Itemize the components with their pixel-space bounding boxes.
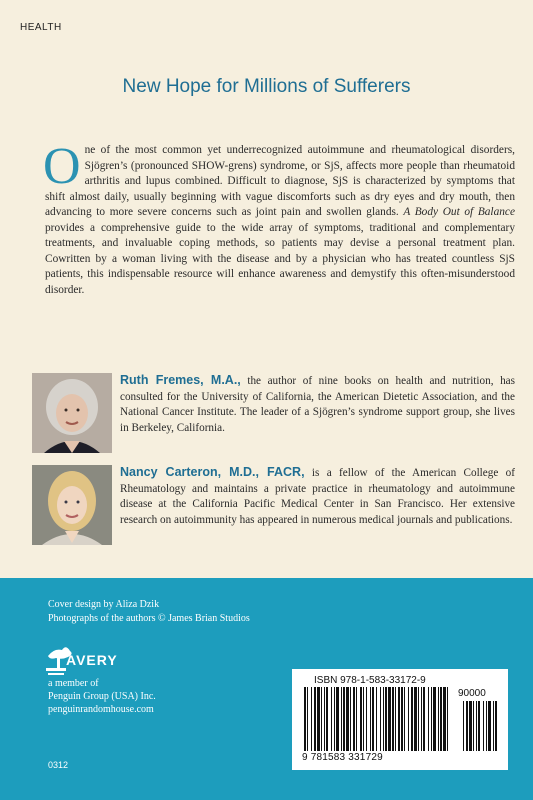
cover-design-credit: Cover design by Aliza Dzik	[48, 599, 160, 610]
author-photo-nancy	[32, 465, 112, 545]
description-part-1: ne of the most common yet underrecognized autoimmune and rheumatological disorders, Sjögren’s (pronounced SHOW-grens) syndrome, or SjS, affects more people than rheumatoid arthritis and lupus combined. Difficult to diagnose, SjS is characterized by symptoms that shift almost daily, usually beginning with vague discomforts such as dry eyes and dry mouth, then advancing to more severe concerns such as joint pain and swollen glands.	[45, 144, 515, 218]
author-bio-text-ruth: the author of nine books on health and nutrition, has consulted for the University of California, the American Dietetic Association, and the National Cancer Institute. The leader of a Sjögren’s syndrome support group, she lives in Berkeley, California.	[120, 375, 515, 434]
barcode-digits: 9 781583 331729	[302, 752, 383, 763]
author-bio-text-nancy: is a fellow of the American College of Rheumatology and maintains a private practice in rheumatology and autoimmune disease at the California Pacific Medical Center in San Francisco. Her extensive research on autoimmunity has appeared in numerous medical journals and publications.	[120, 467, 515, 526]
category-label: HEALTH	[20, 22, 62, 33]
description-part-2: provides a comprehensive guide to the wide array of symptoms, traditional and complementary treatments, and invaluable coping methods, so patients may devise a personal treatment plan. Cowritten by a woman living with the disease and by a physician who has treated countless SjS patients, this indispensable resource will enhance awareness and demystify this often-misunderstood disorder.	[45, 221, 515, 296]
author-bio-ruth	[120, 373, 515, 436]
avery-logo-text: AVERY	[66, 652, 118, 668]
price-code: 90000	[458, 688, 486, 699]
book-title: A Body Out of Balance	[403, 206, 515, 218]
author-name-ruth: Ruth Fremes, M.A.,	[120, 373, 241, 387]
member-line-2: Penguin Group (USA) Inc.	[48, 691, 156, 702]
drop-cap: O	[43, 138, 81, 195]
description-paragraph	[43, 138, 515, 298]
isbn-text: ISBN 978-1-583-33172-9	[314, 675, 426, 686]
barcode-box	[292, 669, 508, 770]
author-name-nancy: Nancy Carteron, M.D., FACR,	[120, 465, 305, 479]
publisher-info	[48, 677, 156, 716]
photo-credit: Photographs of the authors © James Brian Studios	[48, 613, 250, 624]
publisher-website: penguinrandomhouse.com	[48, 704, 154, 715]
author-photo-ruth	[32, 373, 112, 453]
book-description	[43, 138, 515, 298]
product-code: 0312	[48, 760, 69, 770]
author-bio-nancy	[120, 465, 515, 528]
headline: New Hope for Millions of Sufferers	[122, 76, 411, 97]
cover-credits	[48, 598, 250, 626]
member-line-1: a member of	[48, 678, 99, 689]
